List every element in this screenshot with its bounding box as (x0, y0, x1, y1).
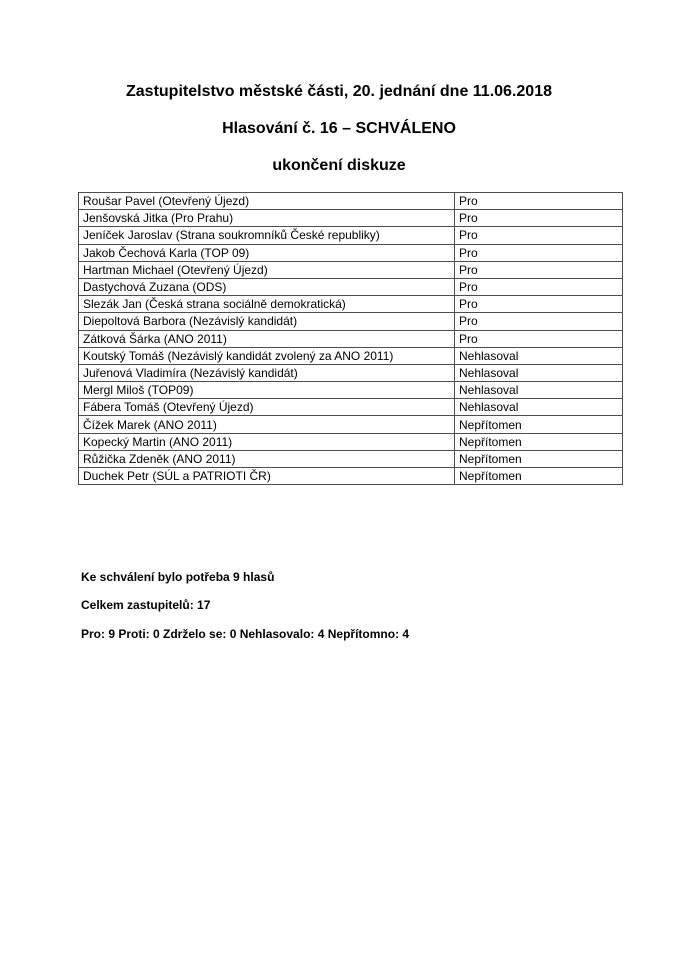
table-row (79, 399, 623, 416)
table-row (79, 261, 623, 278)
vote-result-heading: Hlasování č. 16 – SCHVÁLENO (222, 120, 456, 137)
table-row (79, 244, 623, 261)
member-name-cell: Juřenová Vladimíra (Nezávislý kandidát) (79, 364, 455, 381)
vote-value-cell: Nehlasoval (455, 399, 623, 416)
vote-value-cell: Pro (455, 193, 623, 210)
member-name-cell: Zátková Šárka (ANO 2011) (79, 330, 455, 347)
vote-value-cell: Nehlasoval (455, 364, 623, 381)
vote-table-body (79, 193, 623, 485)
member-name-cell: Čížek Marek (ANO 2011) (79, 416, 455, 433)
vote-value-cell: Pro (455, 227, 623, 244)
member-name-cell: Dastychová Zuzana (ODS) (79, 278, 455, 295)
member-name-cell: Slezák Jan (Česká strana sociálně demokratická) (79, 296, 455, 313)
table-row (79, 416, 623, 433)
table-row (79, 382, 623, 399)
table-row (79, 227, 623, 244)
table-row (79, 433, 623, 450)
vote-value-cell: Pro (455, 313, 623, 330)
summary-total-members: Celkem zastupitelů: 17 (81, 598, 211, 612)
vote-table (78, 192, 623, 485)
member-name-cell: Koutský Tomáš (Nezávislý kandidát zvolený za ANO 2011) (79, 347, 455, 364)
vote-subject-heading: ukončení diskuze (272, 157, 406, 174)
vote-value-cell: Pro (455, 210, 623, 227)
table-row (79, 296, 623, 313)
summary-quorum: Ke schválení bylo potřeba 9 hlasů (81, 570, 275, 584)
table-row (79, 364, 623, 381)
table-row (79, 313, 623, 330)
member-name-cell: Hartman Michael (Otevřený Újezd) (79, 261, 455, 278)
member-name-cell: Fábera Tomáš (Otevřený Újezd) (79, 399, 455, 416)
table-row (79, 278, 623, 295)
vote-value-cell: Pro (455, 261, 623, 278)
member-name-cell: Růžička Zdeněk (ANO 2011) (79, 450, 455, 467)
page-title: Zastupitelstvo městské části, 20. jednání dne 11.06.2018 (126, 83, 552, 100)
vote-value-cell: Nepřítomen (455, 468, 623, 485)
table-row (79, 450, 623, 467)
table-row (79, 347, 623, 364)
table-row (79, 468, 623, 485)
member-name-cell: Mergl Miloš (TOP09) (79, 382, 455, 399)
member-name-cell: Jeníček Jaroslav (Strana soukromníků České republiky) (79, 227, 455, 244)
vote-value-cell: Pro (455, 296, 623, 313)
vote-value-cell: Nepřítomen (455, 433, 623, 450)
table-row (79, 210, 623, 227)
member-name-cell: Duchek Petr (SÚL a PATRIOTI ČR) (79, 468, 455, 485)
vote-value-cell: Pro (455, 278, 623, 295)
member-name-cell: Jakob Čechová Karla (TOP 09) (79, 244, 455, 261)
vote-value-cell: Nehlasoval (455, 347, 623, 364)
member-name-cell: Jenšovská Jitka (Pro Prahu) (79, 210, 455, 227)
summary-tallies: Pro: 9 Proti: 0 Zdrželo se: 0 Nehlasovalo: 4 Nepřítomno: 4 (81, 627, 410, 641)
vote-value-cell: Nepřítomen (455, 416, 623, 433)
vote-value-cell: Pro (455, 244, 623, 261)
table-row (79, 193, 623, 210)
member-name-cell: Roušar Pavel (Otevřený Újezd) (79, 193, 455, 210)
vote-value-cell: Nepřítomen (455, 450, 623, 467)
vote-value-cell: Pro (455, 330, 623, 347)
member-name-cell: Diepoltová Barbora (Nezávislý kandidát) (79, 313, 455, 330)
vote-value-cell: Nehlasoval (455, 382, 623, 399)
member-name-cell: Kopecký Martin (ANO 2011) (79, 433, 455, 450)
table-row (79, 330, 623, 347)
